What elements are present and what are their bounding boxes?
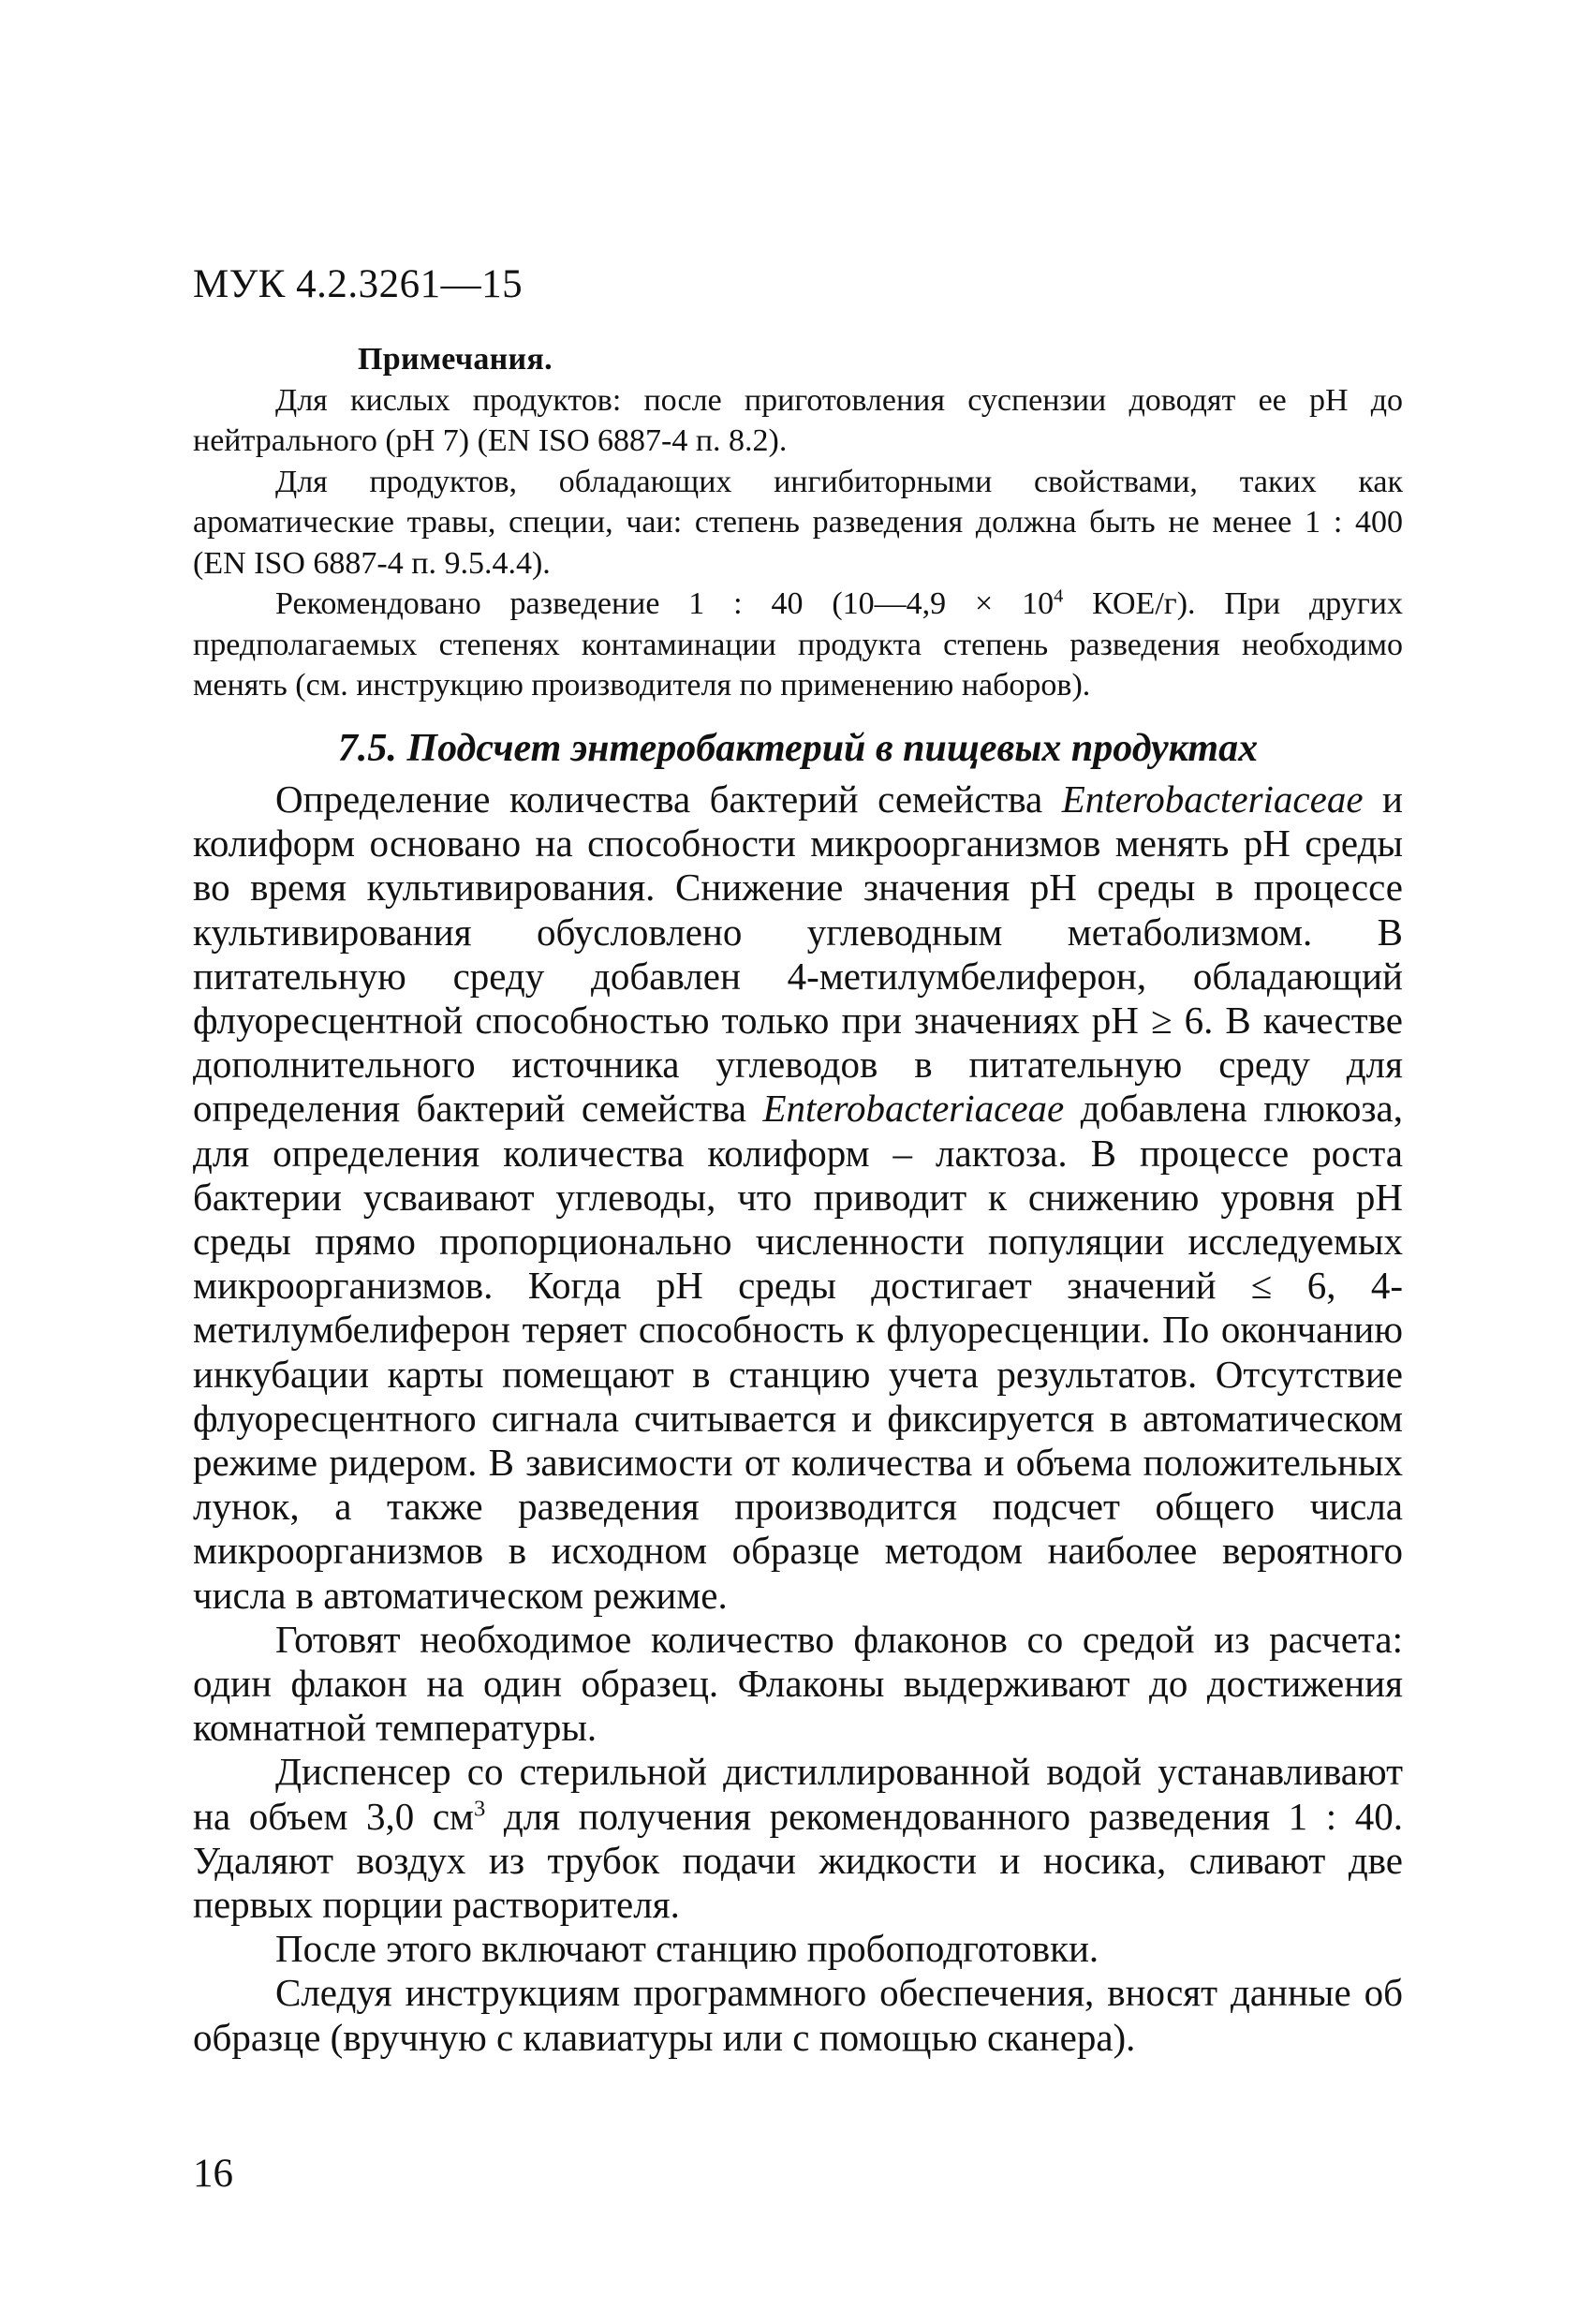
paragraph-text: для получения рекомендованного разведения 1 : 40. Удаляют воздух из трубок подачи жидкости и носика, сливают две первых порции растворителя. (193, 1794, 1403, 1927)
paragraph-text: и колиформ основано на способности микроорганизмов менять pH среды во время культивирования. Снижение значения pH среды в процессе культивирования обусловлено углеводным метаболизмом. В питательную среду добавлен 4-метилумбелиферон, обладающий флуоресцентной способностью только при значениях pH ≥ 6. В качестве дополнительного источника углеводов в питательную среду для определения бактерий семейства (193, 777, 1403, 1131)
taxon-name: Enterobacteriaceae (762, 1087, 1065, 1131)
note-text: КОЕ/г). При других предполагаемых степенях контаминации продукта степень разведения необходимо менять (см. инструкцию производителя по применению наборов). (193, 586, 1404, 703)
notes-block (193, 339, 1403, 706)
notes-title-text: Примечания (358, 342, 545, 377)
notes-title (275, 339, 1403, 380)
body-paragraph: Следуя инструкциям программного обеспечения, вносят данные об образце (вручную с клавиатуры или с помощью сканера). (193, 1971, 1403, 2059)
paragraph-text: добавлена глюкоза, для определения количества колиформ – лактоза. В процессе роста бактерии усваивают углеводы, что приводит к снижению уровня pH среды прямо пропорционально численности популяции исследуемых микроорганизмов. Когда pH среды достигает значений ≤ 6, 4-метилумбелиферон теряет способность к флуоресценции. По окончанию инкубации карты помещают в станцию учета результатов. Отсутствие флуоресцентного сигнала считывается и фиксируется в автоматическом режиме ридером. В зависимости от количества и объема положительных лунок, а также разведения производится подсчет общего числа микроорганизмов в исходном образце методом наиболее вероятного числа в автоматическом режиме. (193, 1087, 1403, 1617)
note-paragraph: Для продуктов, обладающих ингибиторными свойствами, таких как ароматические травы, специи, чаи: степень разведения должна быть не менее 1 : 400 (EN ISO 6887-4 п. 9.5.4.4). (193, 464, 1403, 581)
notes-title-period: . (544, 342, 553, 377)
paragraph-text: Диспенсер со стерильной дистиллированной водой устанавливают на объем 3,0 см (193, 1750, 1403, 1838)
page-number: 16 (193, 2152, 233, 2196)
body-paragraph: Готовят необходимое количество флаконов со средой из расчета: один флакон на один образец. Флаконы выдерживают до достижения комнатной температуры. (193, 1617, 1403, 1750)
body-paragraph (193, 777, 1403, 1618)
section-heading: 7.5. Подсчет энтеробактерий в пищевых продуктах (337, 727, 1259, 770)
note-paragraph (193, 584, 1403, 706)
document-id: МУК 4.2.3261—15 (193, 262, 524, 306)
body-paragraph (193, 1750, 1403, 1927)
unit-superscript: 3 (473, 1796, 486, 1822)
body-paragraph: После этого включают станцию пробоподготовки. (275, 1927, 1099, 1971)
body-text (193, 777, 1403, 2060)
note-text: Рекомендовано разведение 1 : 40 (10—4,9 × 10 (275, 586, 1055, 621)
paragraph-text: Определение количества бактерий семейства (275, 777, 1062, 821)
note-paragraph: Для кислых продуктов: после приготовления суспензии доводят ее pH до нейтрального (pH 7) (EN ISO 6887-4 п. 8.2). (193, 382, 1403, 458)
note-superscript: 4 (1054, 585, 1064, 607)
taxon-name: Enterobacteriaceae (1061, 777, 1364, 821)
